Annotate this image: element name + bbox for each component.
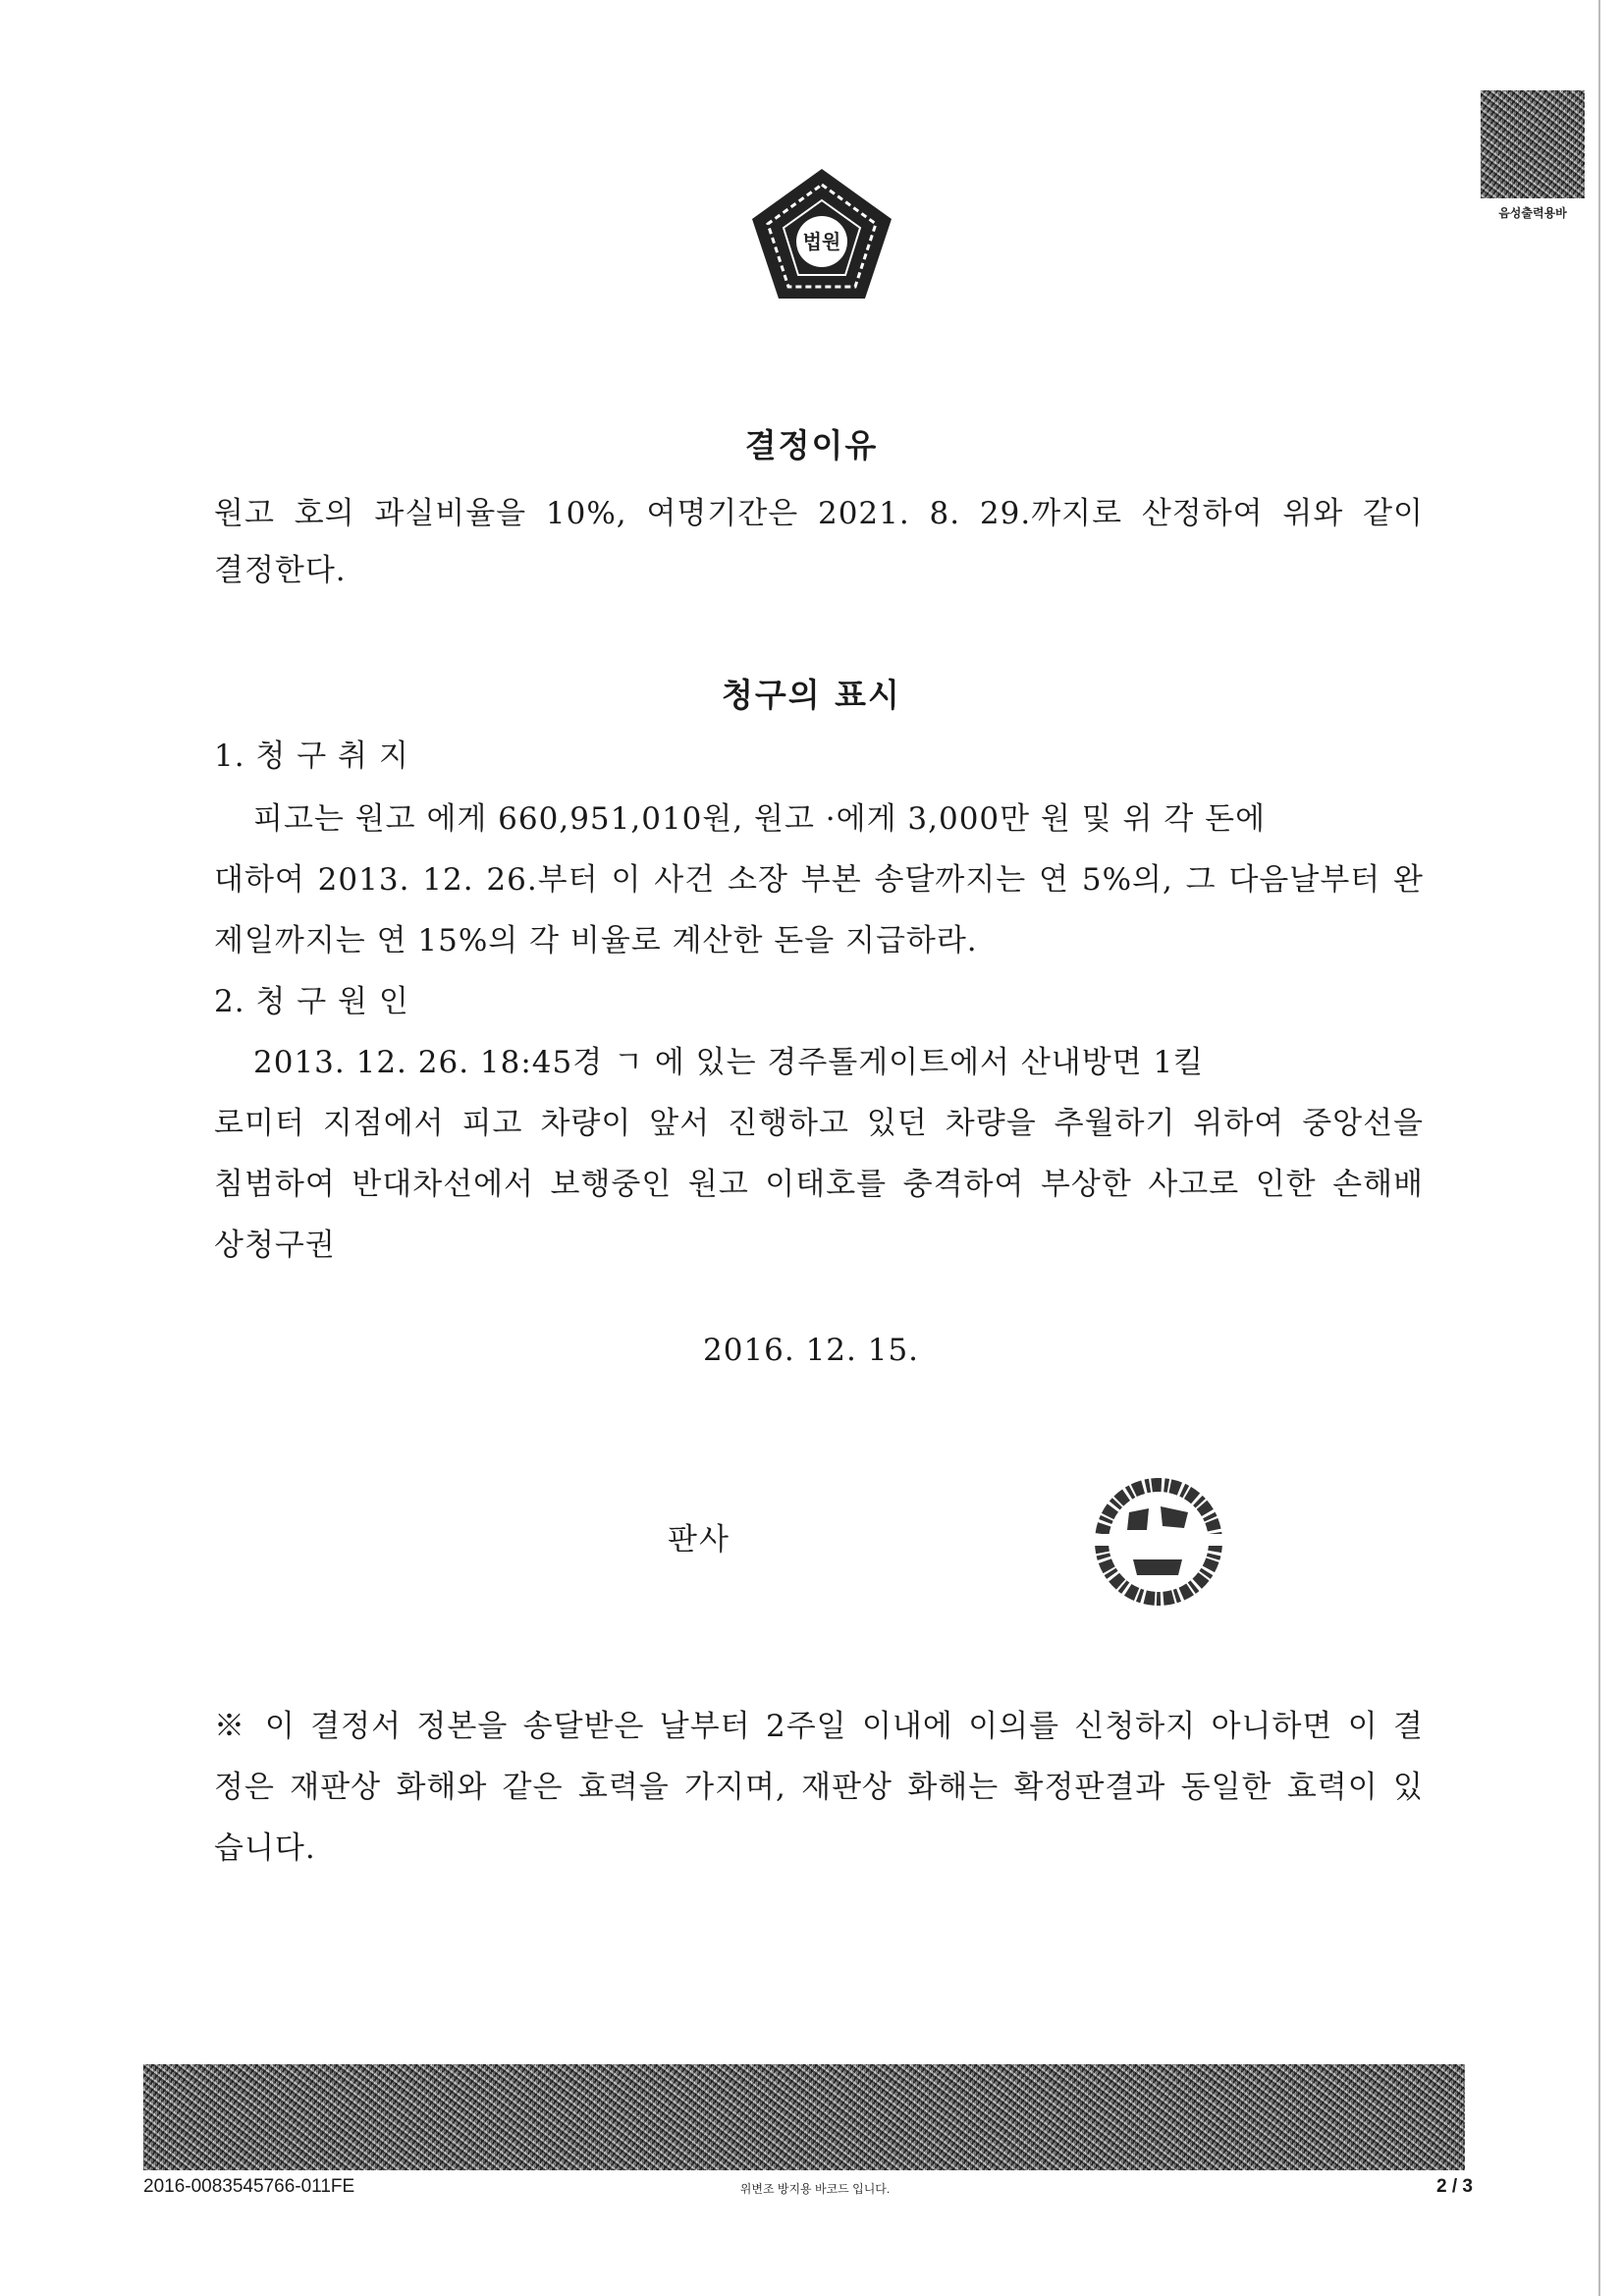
reasons-line-1: 원고 호의 과실비율을 10%, 여명기간은 2021. 8. 29.까지로 산정하여 위와 같이 [214, 496, 1424, 531]
reasons-line-2: 결정한다. [214, 553, 347, 588]
section1-heading: 1. 청 구 취 지 [214, 738, 409, 774]
qr-caption: 음성출력용바 [1498, 206, 1567, 220]
decision-date: 2016. 12. 15. [702, 1333, 920, 1368]
section2-line-1: 2013. 12. 26. 18:45경 ㄱ 에 있는 경주톨게이트에서 산내방면 1킬 [253, 1045, 1205, 1080]
claim-title: 청구의 표시 [722, 676, 901, 714]
emblem-label: 법원 [802, 230, 841, 253]
notice-line-2: 정은 재판상 화해와 같은 효력을 가지며, 재판상 화해는 확정판결과 동일한 효력이 있 [214, 1770, 1424, 1805]
section2-line-2: 로미터 지점에서 피고 차량이 앞서 진행하고 있던 차량을 추월하기 위하여 중앙선을 [214, 1106, 1424, 1141]
section1-line-3: 제일까지는 연 15%의 각 비율로 계산한 돈을 지급하라. [214, 923, 978, 958]
section2-heading: 2. 청 구 원 인 [214, 984, 409, 1019]
seal-stamp-icon [1090, 1473, 1227, 1611]
section1-line-2: 대하여 2013. 12. 26.부터 이 사건 소장 부본 송달까지는 연 5%의, 그 다음날부터 완 [214, 862, 1424, 898]
anti-forgery-barcode [143, 2064, 1465, 2170]
section2-line-3: 침범하여 반대차선에서 보행중인 원고 이태호를 충격하여 부상한 사고로 인한 손해배 [214, 1167, 1424, 1202]
page-number: 2 / 3 [1436, 2176, 1473, 2197]
section2-line-4: 상청구권 [214, 1228, 336, 1263]
barcode-caption: 위변조 방지용 바코드 입니다. [739, 2182, 891, 2196]
court-emblem [748, 165, 895, 302]
reasons-title: 결정이유 [744, 426, 879, 465]
qr-code [1481, 90, 1585, 198]
judge-seal [1090, 1473, 1227, 1611]
section1-line-1: 피고는 원고 에게 660,951,010원, 원고 ·에게 3,000만 원 및 위 각 돈에 [253, 801, 1267, 837]
notice-line-1: ※ 이 결정서 정본을 송달받은 날부터 2주일 이내에 이의를 신청하지 아니하면 이 결 [214, 1709, 1424, 1744]
notice-line-3: 습니다. [214, 1831, 316, 1866]
doc-number: 2016-0083545766-011FE [143, 2176, 355, 2197]
scan-edge-line [1598, 0, 1600, 2296]
judge-label: 판사 [668, 1522, 730, 1558]
